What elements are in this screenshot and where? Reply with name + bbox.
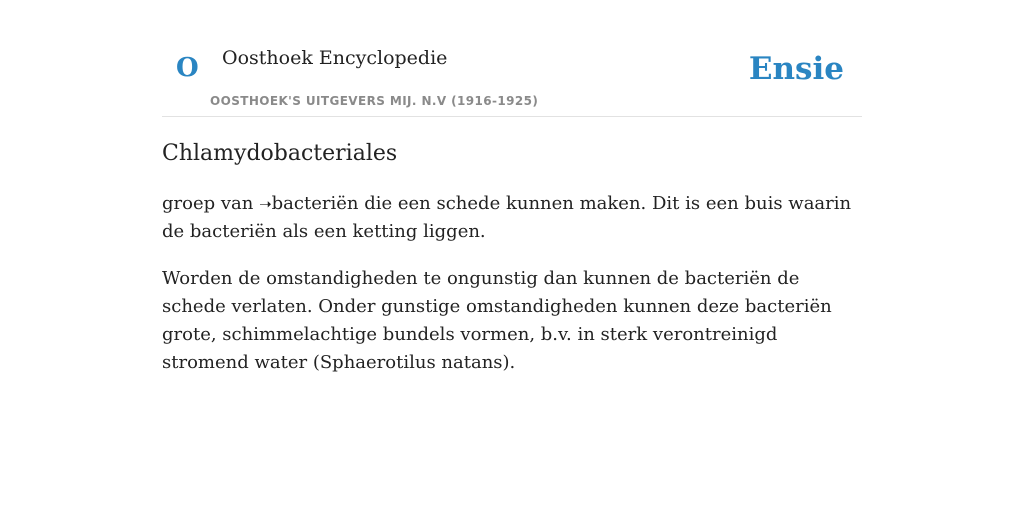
cross-reference-label: bacteriën xyxy=(271,193,359,214)
ensie-logo-link[interactable]: Ensie xyxy=(748,51,844,87)
book-title[interactable]: Oosthoek Encyclopedie xyxy=(222,47,448,69)
entry-paragraph-2: Worden de omstandigheden te ongunstig dan kunnen de bacteriën de schede verlaten. Onder gunstige omstandigheden kunnen deze bacteriën grote, schimmelachtige bundels vormen, b.v. in sterk verontreinigd stromend water (Sphaerotilus natans). xyxy=(162,268,832,373)
entry-paragraph-1 xyxy=(162,190,862,246)
paragraph-1-suffix: die een schede kunnen maken. Dit is een buis waarin de bacteriën als een ketting liggen. xyxy=(162,193,852,242)
arrow-right-icon: ➝ xyxy=(259,195,272,213)
paragraph-1-prefix: groep van xyxy=(162,193,260,214)
entry-title: Chlamydobacteriales xyxy=(162,141,398,166)
header xyxy=(162,0,862,117)
entry-content xyxy=(162,138,862,377)
book-logo-icon[interactable]: O xyxy=(176,53,199,83)
publisher-label: OOSTHOEK'S UITGEVERS MIJ. N.V (1916-1925) xyxy=(210,94,539,108)
bacterien-cross-reference-link[interactable] xyxy=(259,193,358,214)
